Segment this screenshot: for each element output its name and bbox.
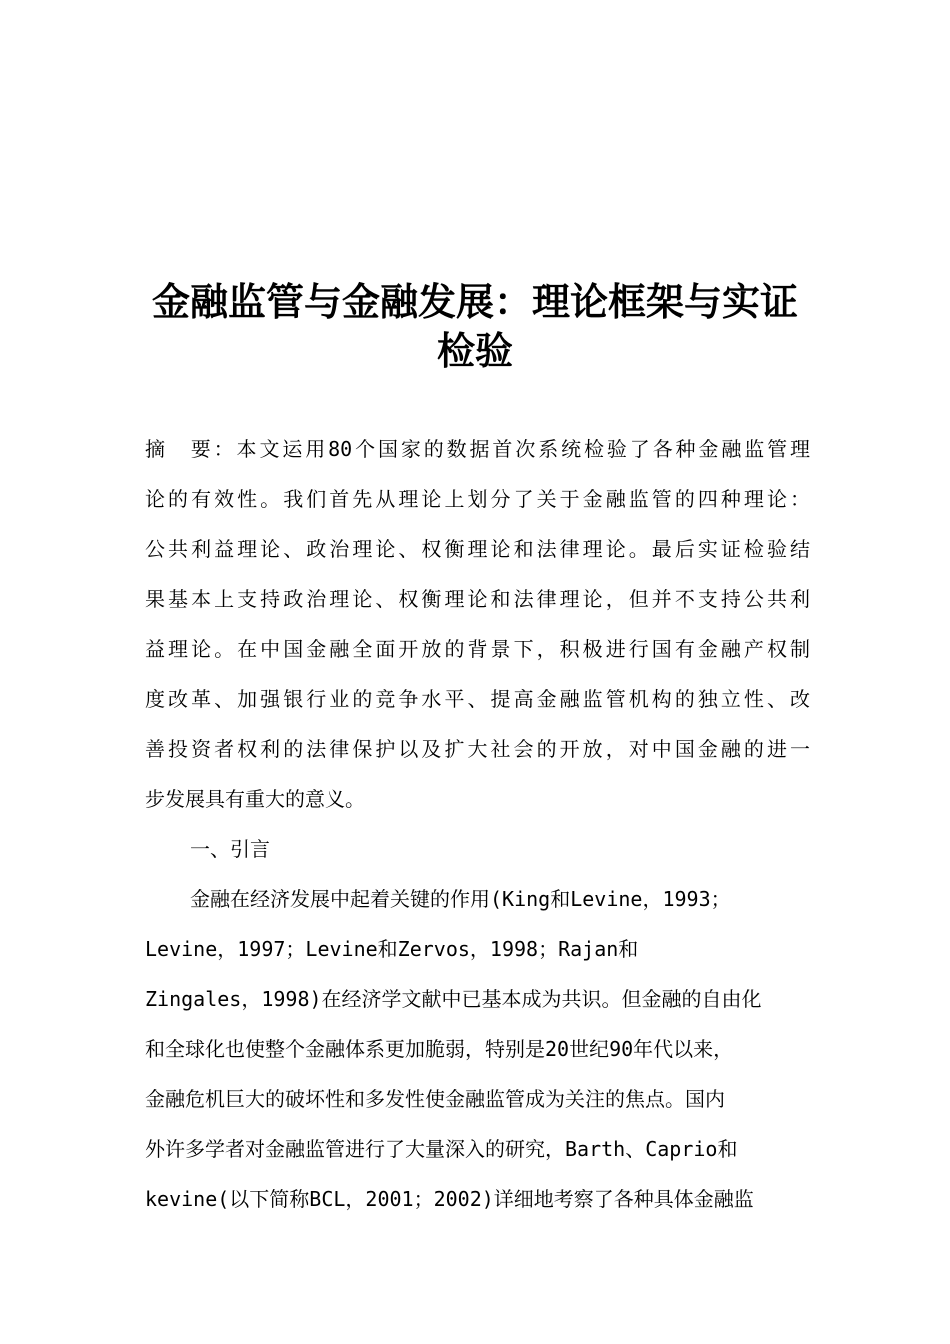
- abstract-line: 益理论。在中国金融全面开放的背景下，积极进行国有金融产权制: [145, 637, 810, 661]
- document-title-line-1: 金融监管与金融发展：理论框架与实证: [151, 279, 798, 324]
- abstract-line: 度改革、加强银行业的竞争水平、提高金融监管机构的独立性、改: [145, 687, 810, 711]
- body-line: Zingales，1998)在经济学文献中已基本成为共识。但金融的自由化: [145, 987, 762, 1011]
- abstract-line: 果基本上支持政治理论、权衡理论和法律理论，但并不支持公共利: [145, 587, 810, 611]
- body-line: 金融在经济发展中起着关键的作用(King和Levine，1993；: [190, 887, 731, 911]
- body-line: kevine(以下简称BCL，2001；2002)详细地考察了各种具体金融监: [145, 1187, 754, 1211]
- body-line: 金融危机巨大的破坏性和多发性使金融监管成为关注的焦点。国内: [145, 1087, 725, 1111]
- abstract-line: 摘 要：本文运用80个国家的数据首次系统检验了各种金融监管理: [145, 437, 810, 461]
- abstract-line: 公共利益理论、政治理论、权衡理论和法律理论。最后实证检验结: [145, 537, 810, 561]
- document-title-line-2: 检验: [436, 328, 513, 373]
- section-heading: 一、引言: [190, 837, 270, 861]
- body-line: Levine，1997；Levine和Zervos，1998；Rajan和: [145, 937, 639, 961]
- abstract-line: 善投资者权利的法律保护以及扩大社会的开放，对中国金融的进一: [145, 737, 810, 761]
- abstract-line: 论的有效性。我们首先从理论上划分了关于金融监管的四种理论：: [145, 487, 810, 511]
- abstract-line: 步发展具有重大的意义。: [145, 787, 365, 811]
- body-line: 和全球化也使整个金融体系更加脆弱，特别是20世纪90年代以来，: [145, 1037, 734, 1061]
- body-line: 外许多学者对金融监管进行了大量深入的研究，Barth、Caprio和: [145, 1137, 738, 1161]
